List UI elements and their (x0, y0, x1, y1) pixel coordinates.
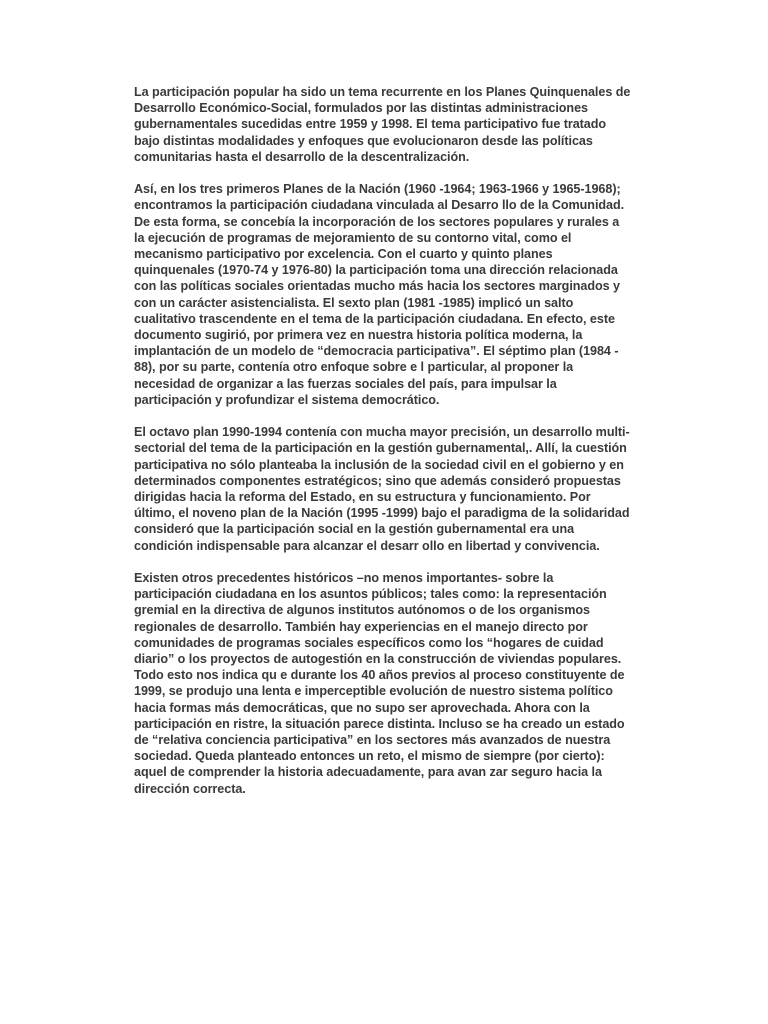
text-line: documento sugirió, por primera vez en nuestra historia política moderna, la (134, 328, 583, 343)
paragraph-2 (134, 181, 634, 408)
text-line: implantación de un modelo de “democracia participativa”. El séptimo plan (1984 - (134, 344, 619, 359)
text-line: cualitativo trascendente en el tema de la participación ciudadana. En efecto, este (134, 311, 615, 326)
text-line: participación ciudadana en los asuntos públicos; tales como: la representación (134, 587, 607, 602)
text-line: participación y profundizar el sistema democrático. (134, 392, 440, 407)
text-line: 88), por su parte, contenía otro enfoque sobre e l particular, al proponer la (134, 360, 574, 375)
text-line: encontramos la participación ciudadana vinculada al Desarro llo de la Comunidad. (134, 198, 625, 213)
text-line: sociedad. Queda planteado entonces un reto, el mismo de siempre (por cierto): (134, 749, 605, 764)
text-line: la ejecución de programas de mejoramiento de su contorno vital, como el (134, 230, 572, 245)
text-line: mecanismo participativo por excelencia. Con el cuarto y quinto planes (134, 247, 553, 262)
paragraph-4 (134, 570, 634, 797)
text-line: Así, en los tres primeros Planes de la Nación (1960 -1964; 1963-1966 y 1965-1968); (134, 182, 621, 197)
paragraph-1 (134, 84, 634, 165)
text-line: con un carácter asistencialista. El sexto plan (1981 -1985) implicó un salto (134, 295, 574, 310)
text-line: consideró que la participación social en la gestión gubernamental era una (134, 522, 575, 537)
text-line: dirigidas hacia la reforma del Estado, en su estructura y funcionamiento. Por (134, 490, 591, 505)
text-line: Todo esto nos indica qu e durante los 40 años previos al proceso constituyente de (134, 668, 625, 683)
text-line: La participación popular ha sido un tema recurrente en los Planes Quinquenales de (134, 85, 631, 99)
text-line: gremial en la directiva de algunos institutos autónomos o de los organismos (134, 603, 591, 618)
paragraph-3 (134, 424, 634, 554)
text-line: Desarrollo Económico-Social, formulados por las distintas administraciones (134, 101, 588, 116)
text-line: determinados componentes estratégicos; sino que además consideró propuestas (134, 473, 621, 488)
text-line: regionales de desarrollo. También hay experiencias en el manejo directo por (134, 619, 588, 634)
text-line: Existen otros precedentes históricos –no menos importantes- sobre la (134, 571, 554, 586)
text-line: aquel de comprender la historia adecuadamente, para avan zar seguro hacia la (134, 765, 602, 780)
text-line: sectorial del tema de la participación en la gestión gubernamental,. Allí, la cuestión (134, 441, 627, 456)
text-line: último, el noveno plan de la Nación (1995 -1999) bajo el paradigma de la solidaridad (134, 506, 630, 521)
document-body (134, 84, 634, 813)
text-line: gubernamentales sucedidas entre 1959 y 1998. El tema participativo fue tratado (134, 117, 607, 132)
text-line: participación en ristre, la situación parece distinta. Incluso se ha creado un estado (134, 716, 625, 731)
text-line: 1999, se produjo una lenta e imperceptible evolución de nuestro sistema político (134, 684, 613, 699)
text-line: diario” o los proyectos de autogestión en la construcción de viviendas populares. (134, 652, 622, 667)
text-line: comunitarias hasta el desarrollo de la descentralización. (134, 149, 470, 164)
text-line: necesidad de organizar a las fuerzas sociales del país, para impulsar la (134, 376, 557, 391)
text-line: de “relativa conciencia participativa” en los sectores más avanzados de nuestra (134, 733, 611, 748)
text-line: condición indispensable para alcanzar el desarr ollo en libertad y convivencia. (134, 538, 600, 553)
text-line: hacia formas más democráticas, que no supo ser aprovechada. Ahora con la (134, 700, 590, 715)
text-line: con las políticas sociales orientadas mucho más hacia los sectores marginados y (134, 279, 621, 294)
text-line: dirección correcta. (134, 781, 246, 796)
text-line: quinquenales (1970-74 y 1976-80) la participación toma una dirección relacionada (134, 263, 618, 278)
text-line: comunidades de programas sociales específicos como los “hogares de cuidad (134, 635, 604, 650)
text-line: De esta forma, se concebía la incorporación de los sectores populares y rurales a (134, 214, 620, 229)
text-line: El octavo plan 1990-1994 contenía con mucha mayor precisión, un desarrollo multi- (134, 425, 630, 440)
text-line: bajo distintas modalidades y enfoques que evolucionaron desde las políticas (134, 133, 593, 148)
text-line: participativa no sólo planteaba la inclusión de la sociedad civil en el gobierno y en (134, 457, 624, 472)
